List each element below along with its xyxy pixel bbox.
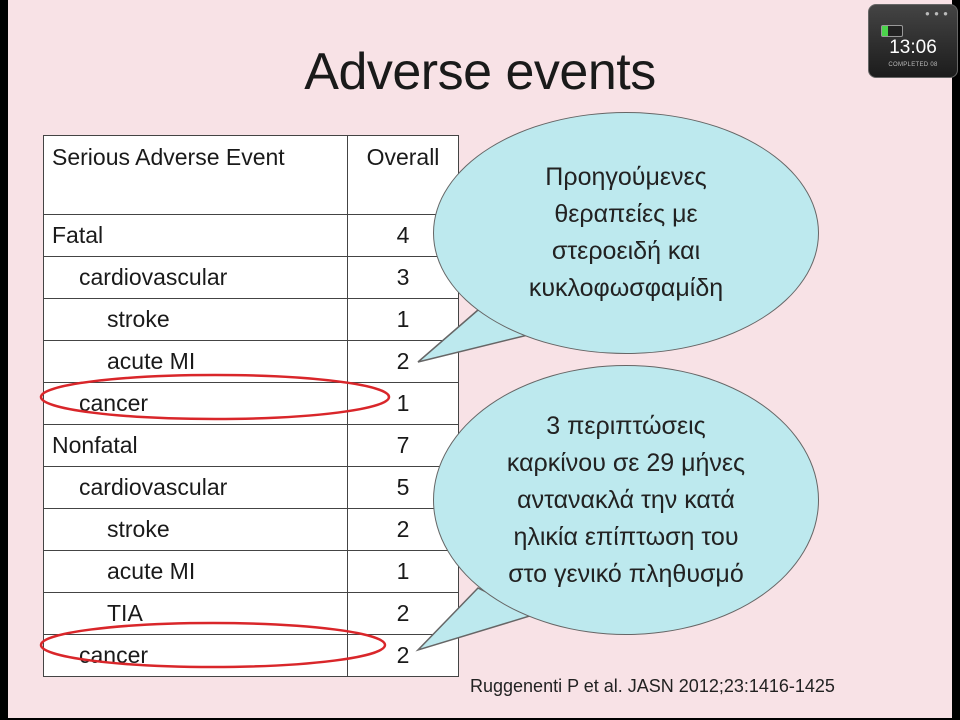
row-label: acute MI	[44, 551, 348, 593]
bubble-line: ηλικία επίπτωση του	[513, 522, 739, 551]
row-value: 3	[348, 257, 459, 299]
row-label: acute MI	[44, 341, 348, 383]
bubble-line: κυκλοφωσφαμίδη	[528, 274, 724, 302]
speech-bubble	[433, 112, 819, 354]
row-label: stroke	[44, 299, 348, 341]
table-row	[44, 635, 459, 677]
bubble-line: 3 περιπτώσεις	[546, 411, 706, 440]
column-header-overall: Overall	[348, 136, 459, 215]
table-row	[44, 551, 459, 593]
timer-time: 13:06	[889, 37, 937, 58]
slide-title: Adverse events	[304, 43, 656, 101]
table-row	[44, 257, 459, 299]
row-label: Fatal	[44, 215, 348, 257]
slide	[8, 0, 952, 718]
row-value: 2	[348, 593, 459, 635]
row-value: 1	[348, 383, 459, 425]
row-value: 5	[348, 467, 459, 509]
table-row	[44, 299, 459, 341]
adverse-events-table	[43, 135, 459, 677]
row-value: 1	[348, 299, 459, 341]
row-label: cancer	[44, 383, 348, 425]
bubble-line: στεροειδή και	[551, 237, 701, 265]
presentation-timer[interactable]	[868, 4, 958, 78]
table-row	[44, 341, 459, 383]
row-label: Nonfatal	[44, 425, 348, 467]
row-label: TIA	[44, 593, 348, 635]
table-row	[44, 215, 459, 257]
citation: Ruggenenti P et al. JASN 2012;23:1416-1425	[470, 676, 835, 696]
table-row	[44, 425, 459, 467]
bubble-line: Προηγούμενες	[545, 163, 707, 191]
table-header-row	[44, 136, 459, 215]
row-value: 7	[348, 425, 459, 467]
row-value: 2	[348, 635, 459, 677]
row-value: 2	[348, 509, 459, 551]
bubble-line: στο γενικό πληθυσμό	[508, 559, 744, 588]
row-value: 1	[348, 551, 459, 593]
bubble-line: θεραπείες με	[554, 200, 698, 228]
table-row	[44, 593, 459, 635]
row-value: 4	[348, 215, 459, 257]
row-label: cardiovascular	[44, 467, 348, 509]
progress-bar	[881, 25, 903, 37]
bubble-line: αντανακλά την κατά	[517, 485, 735, 514]
timer-caption: COMPLETED 08	[888, 62, 938, 68]
bubble-text	[529, 159, 723, 307]
menu-dots-icon[interactable]: ● ● ●	[925, 9, 949, 18]
row-label: cancer	[44, 635, 348, 677]
row-label: stroke	[44, 509, 348, 551]
bubble-line: καρκίνου σε 29 μήνες	[506, 448, 746, 477]
speech-bubble	[433, 365, 819, 635]
table-row	[44, 509, 459, 551]
row-label: cardiovascular	[44, 257, 348, 299]
row-value: 2	[348, 341, 459, 383]
bubble-text	[507, 408, 745, 593]
table-row	[44, 467, 459, 509]
table-row	[44, 383, 459, 425]
progress-bar-fill	[882, 26, 888, 36]
column-header-event: Serious Adverse Event	[44, 136, 348, 215]
